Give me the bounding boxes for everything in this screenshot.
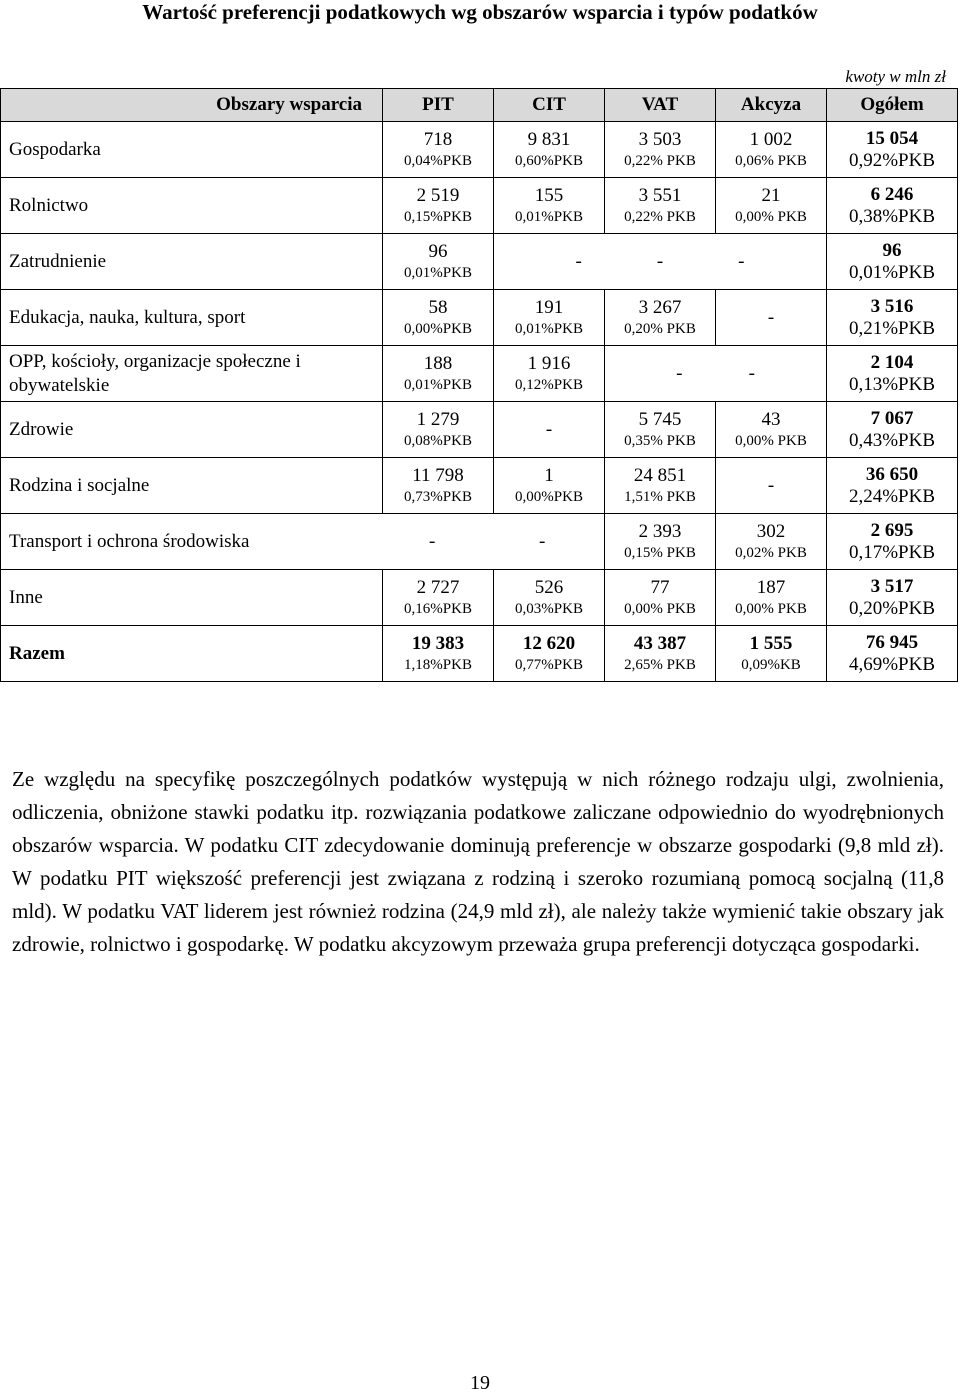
row-label: Transport i ochrona środowiska [9, 530, 250, 552]
header-cit: CIT [494, 89, 605, 122]
table-row [1, 234, 958, 290]
table-row [1, 458, 958, 514]
cell-cit: - [494, 402, 605, 458]
cell-total: 7 067 0,43%PKB [827, 402, 958, 458]
cell-akcyza: 43 0,00% PKB [716, 402, 827, 458]
row-label-merged [1, 514, 605, 570]
dash-akcyza: - [748, 362, 755, 384]
cell-akcyza: 1 555 0,09%KB [716, 626, 827, 682]
cell-cit: 526 0,03%PKB [494, 570, 605, 626]
row-label: Inne [1, 570, 383, 626]
cell-pit: 1 279 0,08%PKB [383, 402, 494, 458]
page-number: 19 [470, 1372, 490, 1394]
row-label: Gospodarka [1, 122, 383, 178]
row-label: Zatrudnienie [1, 234, 383, 290]
header-akcyza: Akcyza [716, 89, 827, 122]
cell-total: 76 945 4,69%PKB [827, 626, 958, 682]
cell-vat: 3 551 0,22% PKB [605, 178, 716, 234]
cell-vat: 2 393 0,15% PKB [605, 514, 716, 570]
cell-akcyza: 302 0,02% PKB [716, 514, 827, 570]
cell-pit: 2 727 0,16%PKB [383, 570, 494, 626]
units-note: kwoty w mln zł [845, 67, 946, 86]
cell-akcyza: 1 002 0,06% PKB [716, 122, 827, 178]
cell-cit: 9 831 0,60%PKB [494, 122, 605, 178]
cell-cit: 1 0,00%PKB [494, 458, 605, 514]
cell-vat: 3 503 0,22% PKB [605, 122, 716, 178]
header-pit: PIT [383, 89, 494, 122]
table-row [1, 514, 958, 570]
row-label: Edukacja, nauka, kultura, sport [1, 290, 383, 346]
table-row [1, 290, 958, 346]
table-row [1, 178, 958, 234]
header-vat: VAT [605, 89, 716, 122]
cell-pit: 11 798 0,73%PKB [383, 458, 494, 514]
cell-vat: 5 745 0,35% PKB [605, 402, 716, 458]
cell-akcyza: - [716, 458, 827, 514]
cell-vat: 43 387 2,65% PKB [605, 626, 716, 682]
cell-vat: 77 0,00% PKB [605, 570, 716, 626]
cell-pit: 2 519 0,15%PKB [383, 178, 494, 234]
row-label: OPP, kościoły, organizacje społeczne i obywatelskie [1, 346, 383, 402]
header-areas: Obszary wsparcia [1, 89, 383, 122]
cell-pit: 188 0,01%PKB [383, 346, 494, 402]
cell-total: 2 104 0,13%PKB [827, 346, 958, 402]
cell-total: 2 695 0,17%PKB [827, 514, 958, 570]
dash-akcyza: - [738, 250, 745, 272]
cell-pit: 718 0,04%PKB [383, 122, 494, 178]
cell-cit: 191 0,01%PKB [494, 290, 605, 346]
cell-pit: 96 0,01%PKB [383, 234, 494, 290]
cell-total: 3 517 0,20%PKB [827, 570, 958, 626]
dash-vat: - [656, 250, 664, 272]
table-row [1, 122, 958, 178]
cell-merged-empty [605, 346, 827, 402]
cell-total: 15 054 0,92%PKB [827, 122, 958, 178]
cell-pit: 19 383 1,18%PKB [383, 626, 494, 682]
cell-akcyza: 21 0,00% PKB [716, 178, 827, 234]
table-header-row [1, 89, 958, 122]
table-row [1, 402, 958, 458]
cell-akcyza: - [716, 290, 827, 346]
row-label: Rodzina i socjalne [1, 458, 383, 514]
cell-merged-empty [494, 234, 827, 290]
dash-cit: - [539, 530, 546, 552]
cell-akcyza: 187 0,00% PKB [716, 570, 827, 626]
cell-cit: 155 0,01%PKB [494, 178, 605, 234]
dash-pit: - [429, 530, 436, 552]
table-row [1, 570, 958, 626]
row-label: Zdrowie [1, 402, 383, 458]
dash-vat: - [676, 362, 683, 384]
page-title: Wartość preferencji podatkowych wg obszarów wsparcia i typów podatków [142, 0, 818, 24]
cell-total: 6 246 0,38%PKB [827, 178, 958, 234]
body-paragraph: Ze względu na specyfikę poszczególnych podatków występują w nich różnego rodzaju ulgi, zwolnienia, odliczenia, obniżone stawki podatku itp. rozwiązania podatkowe zaliczane odpowiednio do wyodrębnionych obszarów wsparcia. W podatku CIT zdecydowanie dominują preferencje w obszarze gospodarki (9,8 mld zł). W podatku PIT większość preferencji jest związana z rodziną i szeroko rozumianą pomocą socjalną (11,8 mld). W podatku VAT liderem jest również rodzina (24,9 mld zł), ale należy także wymienić takie obszary jak zdrowie, rolnictwo i gospodarkę. W podatku akcyzowym przeważa grupa preferencji dotycząca gospodarki. [12, 767, 944, 956]
tax-preferences-table [0, 88, 958, 682]
cell-total: 96 0,01%PKB [827, 234, 958, 290]
row-label: Razem [1, 626, 383, 682]
dash-cit: - [575, 250, 582, 272]
cell-cit: 12 620 0,77%PKB [494, 626, 605, 682]
cell-cit: 1 916 0,12%PKB [494, 346, 605, 402]
cell-pit: 58 0,00%PKB [383, 290, 494, 346]
table-row [1, 346, 958, 402]
table-row-total [1, 626, 958, 682]
cell-total: 36 650 2,24%PKB [827, 458, 958, 514]
row-label: Rolnictwo [1, 178, 383, 234]
cell-total: 3 516 0,21%PKB [827, 290, 958, 346]
cell-vat: 24 851 1,51% PKB [605, 458, 716, 514]
cell-vat: 3 267 0,20% PKB [605, 290, 716, 346]
header-total: Ogółem [827, 89, 958, 122]
